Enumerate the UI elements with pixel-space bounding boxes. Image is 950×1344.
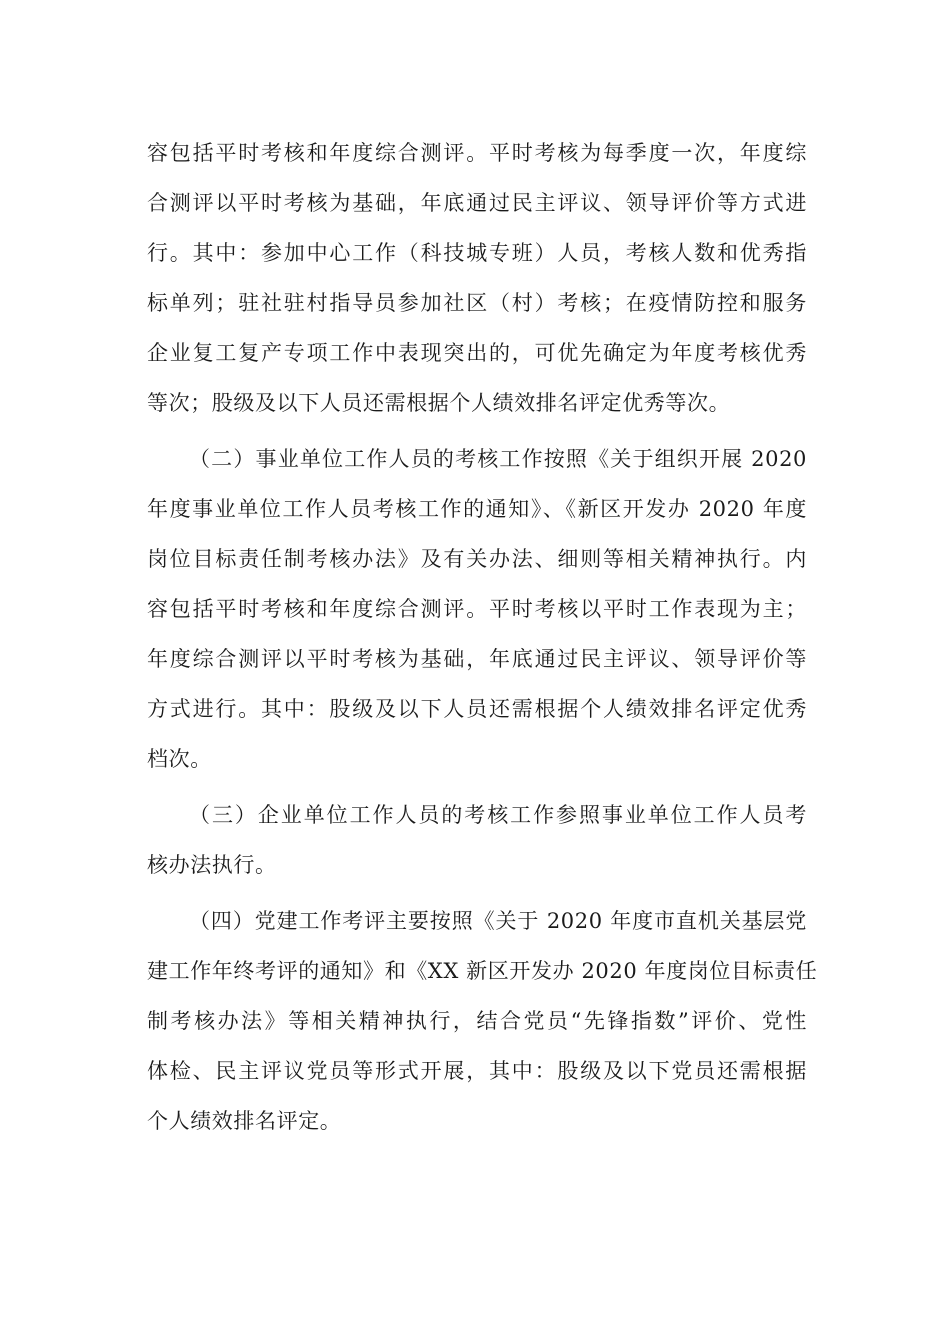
text-line: 建工作年终考评的通知》和《XX 新区开发办 2020 年度岗位目标责任 [147, 959, 818, 983]
paragraph [147, 896, 818, 1146]
text-line: 行。其中：参加中心工作（科技城专班）人员，考核人数和优秀指 [147, 241, 807, 265]
text-line: 标单列；驻社驻村指导员参加社区（村）考核；在疫情防控和服务 [147, 291, 807, 315]
text-line: 容包括平时考核和年度综合测评。平时考核为每季度一次，年度综 [147, 141, 807, 165]
text-line: 年度综合测评以平时考核为基础，年底通过民主评议、领导评价等 [147, 647, 807, 671]
text-line: 方式进行。其中：股级及以下人员还需根据个人绩效排名评定优秀 [147, 697, 807, 721]
text-line: 档次。 [147, 747, 212, 771]
text-line: 制考核办法》等相关精神执行，结合党员“先锋指数”评价、党性 [147, 1009, 807, 1033]
text-line: （三）企业单位工作人员的考核工作参照事业单位工作人员考 [189, 803, 807, 827]
paragraph [147, 790, 807, 890]
text-line: （四）党建工作考评主要按照《关于 2020 年度市直机关基层党 [189, 909, 807, 933]
text-line: 等次；股级及以下人员还需根据个人绩效排名评定优秀等次。 [147, 391, 731, 415]
text-line: 企业复工复产专项工作中表现突出的，可优先确定为年度考核优秀 [147, 341, 807, 365]
paragraph [147, 434, 807, 784]
text-line: 个人绩效排名评定。 [147, 1109, 342, 1133]
text-line: 岗位目标责任制考核办法》及有关办法、细则等相关精神执行。内 [147, 547, 807, 571]
text-line: 核办法执行。 [147, 853, 277, 877]
document-body [147, 128, 818, 1152]
text-line: 容包括平时考核和年度综合测评。平时考核以平时工作表现为主； [147, 597, 807, 621]
text-line: 年度事业单位工作人员考核工作的通知》、《新区开发办 2020 年度 [147, 497, 807, 521]
text-line: （二）事业单位工作人员的考核工作按照《关于组织开展 2020 [189, 447, 807, 471]
text-line: 合测评以平时考核为基础，年底通过民主评议、领导评价等方式进 [147, 191, 807, 215]
paragraph [147, 128, 807, 428]
text-line: 体检、民主评议党员等形式开展，其中：股级及以下党员还需根据 [147, 1059, 807, 1083]
